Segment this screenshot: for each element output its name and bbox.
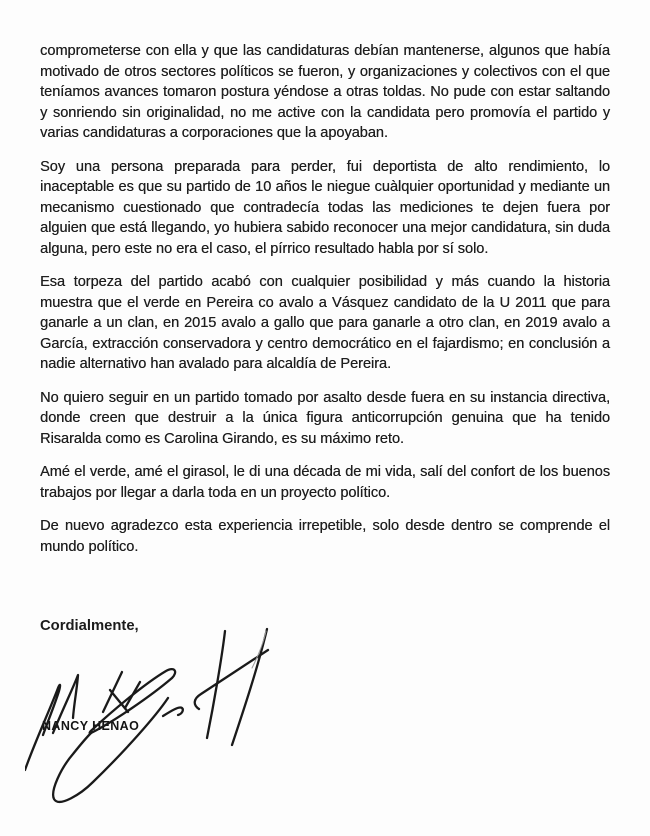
letter-body — [40, 41, 610, 557]
letter-closing: Cordialmente, — [40, 618, 139, 634]
signer-name: NANCY HENAO — [42, 719, 140, 733]
letter-paragraph: Esa torpeza del partido acabó con cualquier posibilidad y más cuando la historia muestra que el verde en Pereira co avalo a Vásquez candidato de la U 2011 que para ganarle a un clan, en 2015 avalo a gallo que para ganarle a otro clan, en 2019 avalo a García, extracción conservadora y centro democrático en el fajardismo; en conclusión a nadie alternativo han avalado para alcaldía de Pereira. — [40, 274, 610, 372]
letter-paragraph: comprometerse con ella y que las candidaturas debían mantenerse, algunos que había motivado de otros sectores políticos se fueron, y organizaciones y colectivos con el que teníamos avances tomaron postura yéndose a otras toldas. No pude con estar saltando y sonriendo sin originalidad, no me active con la candidata pero promovía el partido y varias candidaturas a corporaciones que la apoyaban. — [40, 43, 610, 141]
letter-paragraph: Amé el verde, amé el girasol, le di una década de mi vida, salí del confort de los buenos trabajos por llegar a darla toda en un proyecto político. — [40, 464, 610, 501]
signature-block — [25, 612, 305, 832]
letter-paragraph: No quiero seguir en un partido tomado por asalto desde fuera en su instancia directiva, donde creen que destruir a la única figura anticorrupción genuina que ha tenido Risaralda como es Carolina Girando, es su máximo reto. — [40, 389, 610, 447]
letter-paragraph: Soy una persona preparada para perder, fui deportista de alto rendimiento, lo inaceptable es que su partido de 10 años le niegue cuàlquier oportunidad y mediante un mecanismo cuestionado que contradecía todas las mediciones te dejen fuera por alguien que está llegando, yo hubiera sabido reconocer una mejor candidatura, sin duda alguna, pero este no era el caso, el pírrico resultado habla por sí solo. — [40, 158, 610, 257]
letter-paragraph: De nuevo agradezco esta experiencia irrepetible, solo desde dentro se comprende el mundo político. — [40, 518, 610, 555]
